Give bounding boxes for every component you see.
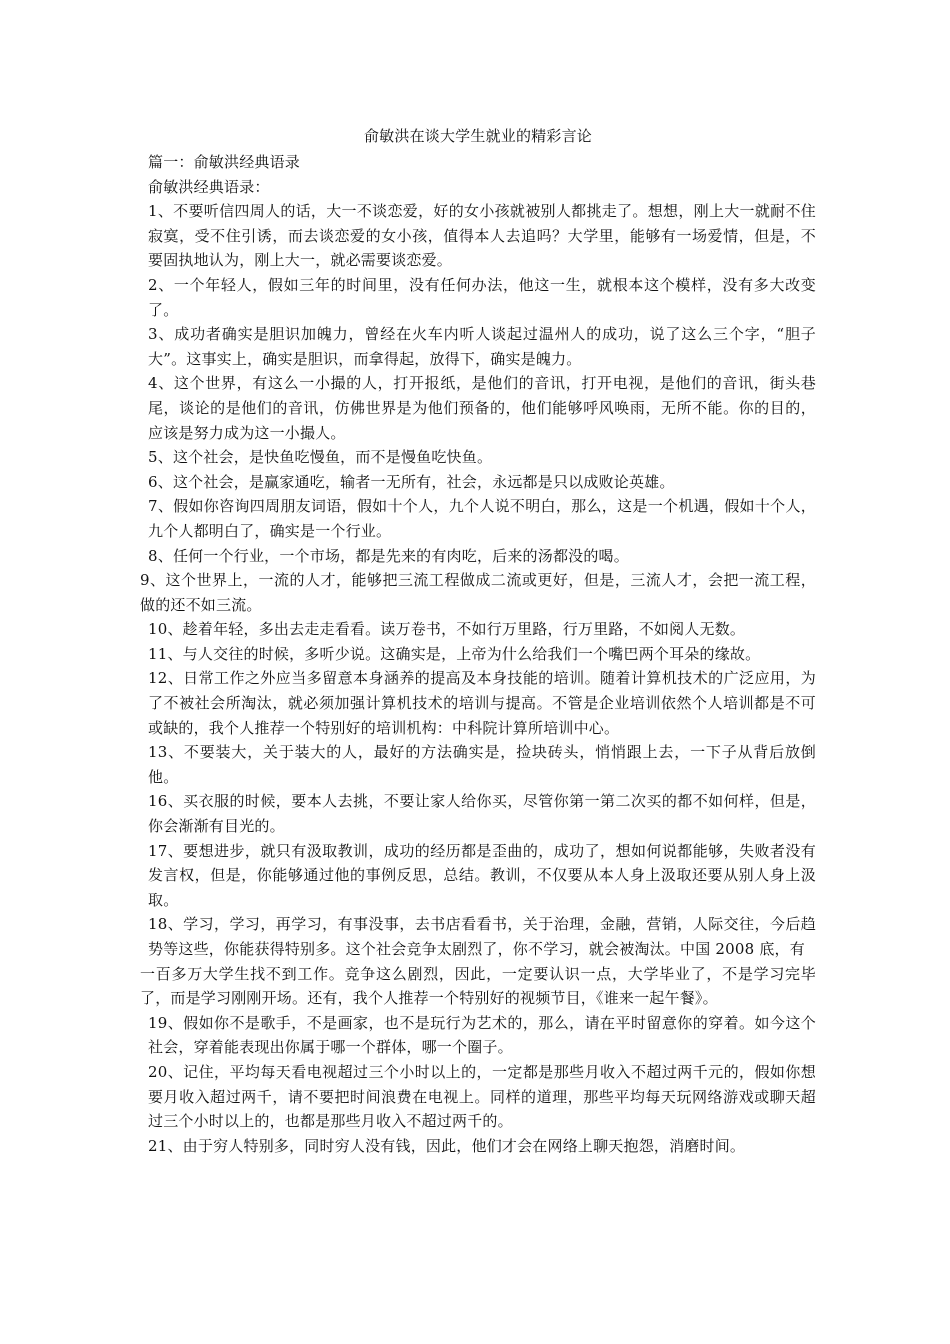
paragraph: 16、买衣服的时候，要本人去挑，不要让家人给你买，尽管你第一第二次买的都不如何样，但是，你会渐渐有目光的。 — [148, 792, 816, 836]
document-title: 俞敏洪在谈大学生就业的精彩言论 — [363, 127, 592, 145]
section-heading: 篇一：俞敏洪经典语录 — [148, 153, 301, 171]
paragraph: 20、记住，平均每天看电视超过三个小时以上的，一定都是那些月收入不超过两千元的，假如你想要月收入超过两千，请不要把时间浪费在电视上。同样的道理，那些平均每天玩网络游戏或聊天超过三个小时以上的，也都是那些月收入不超过两千的。 — [148, 1062, 816, 1131]
subheading: 俞敏洪经典语录： — [148, 177, 270, 196]
paragraph: 4、这个世界，有这么一小撮的人，打开报纸，是他们的音讯，打开电视，是他们的音讯，街头巷尾，谈论的是他们的音讯，仿佛世界是为他们预备的，他们能够呼风唤雨，无所不能。你的目的，应该是努力成为这一小撮人。 — [148, 374, 816, 442]
paragraph: 9、这个世界上，一流的人才，能够把三流工程做成二流或更好，但是，三流人才，会把一流工程，做的还不如三流。 — [140, 571, 816, 614]
paragraph: 8、任何一个行业，一个市场，都是先来的有肉吃，后来的汤都没的喝。 — [148, 546, 629, 565]
paragraph: 2、一个年轻人，假如三年的时间里，没有任何办法，他这一生，就根本这个模样，没有多大改变了。 — [148, 275, 816, 319]
paragraph: 12、日常工作之外应当多留意本身涵养的提高及本身技能的培训。随着计算机技术的广泛应用，为了不被社会所淘汰，就必须加强计算机技术的培训与提高。不管是企业培训依然个人培训都是不可或缺的，我个人推荐一个特别好的培训机构：中科院计算所培训中心。 — [148, 669, 816, 737]
paragraph: 1、不要听信四周人的话，大一不谈恋爱，好的女小孩就被别人都挑走了。想想，刚上大一就耐不住寂寞，受不住引诱，而去谈恋爱的女小孩，值得本人去追吗？大学里，能够有一场爱情，但是，不要固执地认为，刚上大一，就必需要谈恋爱。 — [148, 202, 816, 270]
paragraph: 18、学习，学习，再学习，有事没事，去书店看看书，关于治理，金融，营销，人际交往，今后趋势等这些，你能获得特别多。这个社会竞争太剧烈了，你不学习，就会被淘汰。中国 2008 底，有 — [148, 915, 816, 958]
paragraph: 11、与人交往的时候，多听少说。这确实是，上帝为什么给我们一个嘴巴两个耳朵的缘故。 — [148, 644, 761, 663]
document-body — [140, 124, 816, 1158]
paragraph: 19、假如你不是歌手，不是画家，也不是玩行为艺术的，那么，请在平时留意你的穿着。如今这个社会，穿着能表现出你属于哪一个群体，哪一个圈子。 — [148, 1013, 816, 1057]
paragraph: 7、假如你咨询四周朋友词语，假如十个人，九个人说不明白，那么，这是一个机遇，假如十个人，九个人都明白了，确实是一个行业。 — [148, 497, 816, 540]
paragraph: 3、成功者确实是胆识加魄力，曾经在火车内听人谈起过温州人的成功，说了这么三个字，“胆子大”。这事实上，确实是胆识，而拿得起，放得下，确实是魄力。 — [148, 325, 816, 368]
paragraph: 21、由于穷人特别多，同时穷人没有钱，因此，他们才会在网络上聊天抱怨，消磨时间。 — [148, 1136, 746, 1155]
paragraph: 一百多万大学生找不到工作。竞争这么剧烈，因此，一定要认识一点，大学毕业了，不是学习完毕了，而是学习刚刚开场。还有，我个人推荐一个特别好的视频节目，《谁来一起午餐》。 — [140, 964, 816, 1008]
paragraph: 5、这个社会，是快鱼吃慢鱼，而不是慢鱼吃快鱼。 — [148, 448, 493, 467]
paragraph: 13、不要装大，关于装大的人，最好的方法确实是，捡块砖头，悄悄跟上去，一下子从背后放倒他。 — [148, 743, 816, 786]
paragraph: 10、趁着年轻，多出去走走看看。读万卷书，不如行万里路，行万里路，不如阅人无数。 — [148, 620, 746, 639]
paragraph: 6、这个社会，是赢家通吃，输者一无所有，社会，永远都是只以成败论英雄。 — [148, 472, 675, 491]
paragraph: 17、要想进步，就只有汲取教训，成功的经历都是歪曲的，成功了，想如何说都能够，失败者没有发言权，但是，你能够通过他的事例反思，总结。教训，不仅要从本人身上汲取还要从别人身上汲取。 — [148, 841, 816, 909]
